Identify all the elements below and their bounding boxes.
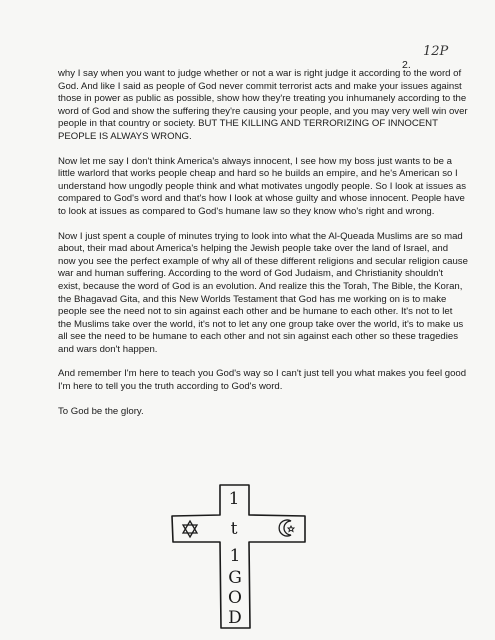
- handwritten-page-note: 12P: [423, 44, 449, 59]
- cross-letter-1: 1: [228, 489, 240, 509]
- paragraph-4: And remember I'm here to teach you God's way so I can't just tell you what makes you feel good I'm here to tell you the truth according to God's word.: [58, 368, 467, 393]
- cross-letter-t: t: [230, 519, 238, 539]
- document-body: [58, 68, 468, 430]
- cross-letter-o: O: [228, 588, 242, 608]
- paragraph-3: Now I just spent a couple of minutes trying to look into what the Al-Queada Muslims are so mad about, their mad about America's helping the Jewish people take over the land of Israel, and now you see the perfect example of why all of these different religions and secular religion cause war and human suffering. According to the word of God Judaism, and Christianity shouldn't exist, because the word of God is an evolution. And realize this the Torah, The Bible, the Koran, the Bhagavad Gita, and this New Worlds Testament that God has me working on is to make people see the need not to sin against each other and be humane to each other. It's not to let the Muslims take over the world, it's not to let any one group take over the world, it's to make us all see the need to be humane to each other and not sin against each other so these tragedies and wars don't happen.: [58, 230, 468, 355]
- cross-letter-d: D: [228, 608, 242, 628]
- cross-letter-1b: 1: [229, 546, 241, 566]
- closing-line: To God be the glory.: [58, 405, 144, 417]
- paragraph-1: why I say when you want to judge whether or not a war is right judge it according to the word of God. And like I said as people of God never commit terrorist acts and make your issues against those in power as public as possible, show how they're treating you inhumanely according to the word of God and show the suffering they're causing your people, and you may very well win over people in that country or society. BUT THE KILLING AND TERRORIZING OF INNOCENT PEOPLE IS ALWAYS WRONG.: [58, 68, 468, 142]
- page-number: 2.: [402, 59, 411, 71]
- cross-letter-g: G: [228, 568, 242, 588]
- crescent-star-icon: [279, 520, 294, 536]
- paragraph-2: Now let me say I don't think America's always innocent, I see how my boss just wants to be a little warlord that works people cheap and hard so he builds an empire, and he's American so I understand how ungodly people think and what motivates ungodly people. So I look at issues as compared to God's word and that's how I look at whose guilty and whose innocent. People have to look at issues as compared to God's humane law so they know who's right and wrong.: [58, 155, 467, 217]
- hand-drawn-cross: [170, 482, 310, 632]
- star-of-david-icon: [183, 521, 197, 537]
